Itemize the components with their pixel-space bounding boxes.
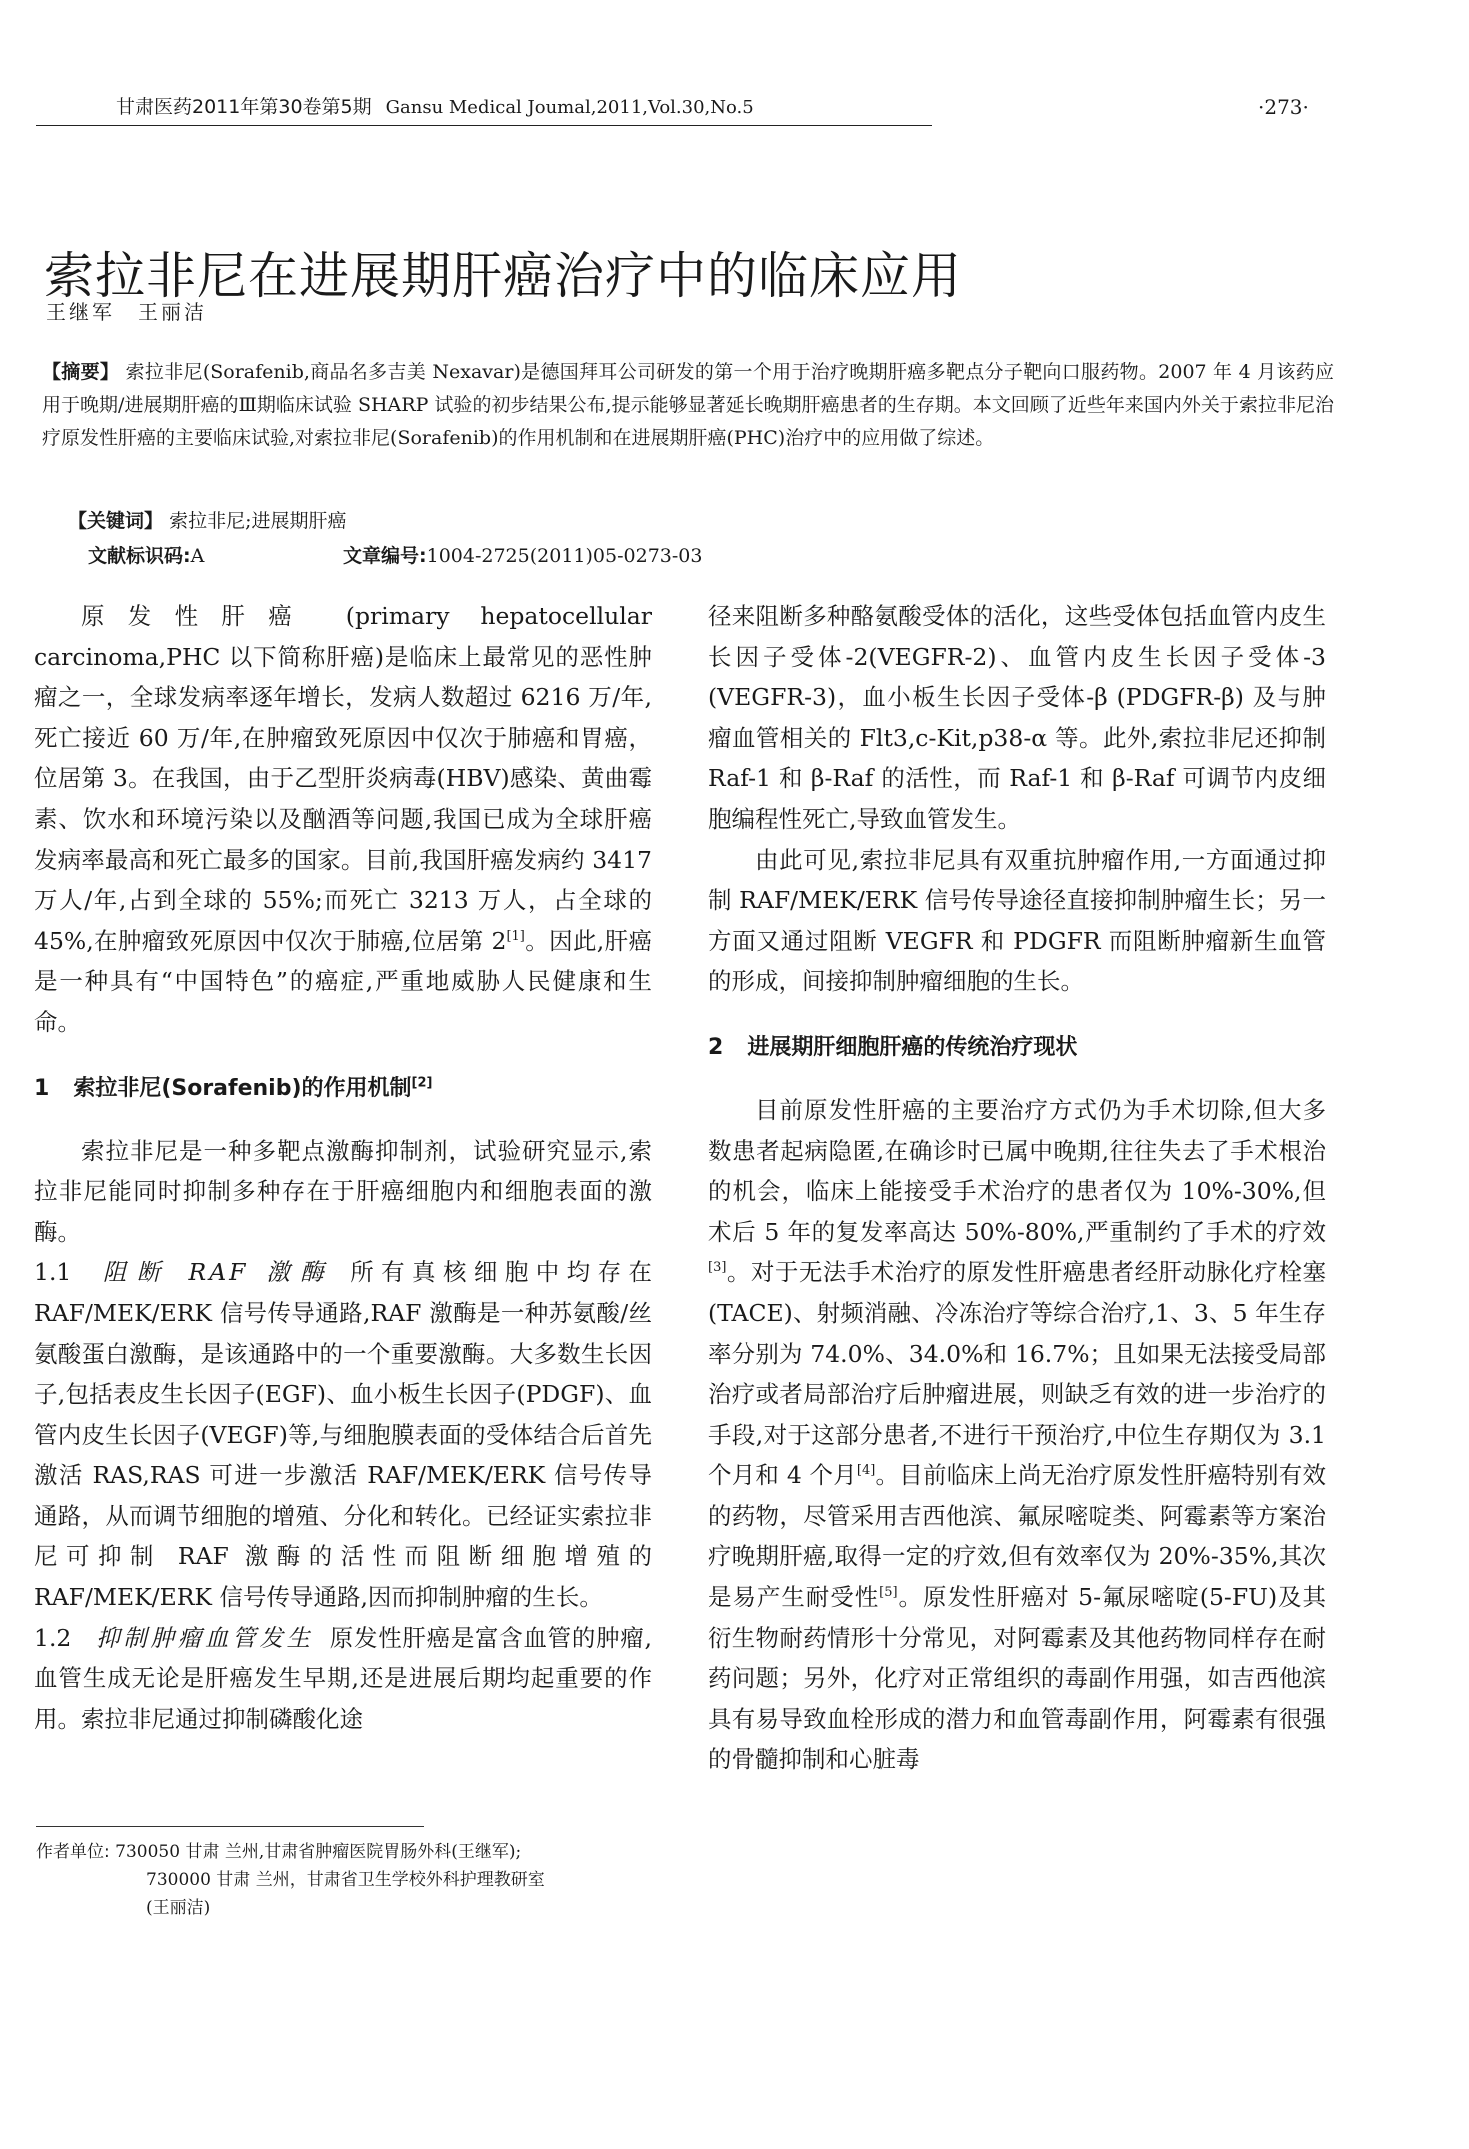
header-rule	[36, 125, 932, 126]
footnote-rule	[36, 1826, 424, 1827]
left-column	[34, 596, 652, 1739]
section-1-heading	[34, 1069, 652, 1109]
section-2-text-b: 。对于无法手术治疗的原发性肝癌患者经肝动脉化疗栓塞(TACE)、射频消融、冷冻治疗等综合治疗,1、3、5 年生存率分别为 74.0%、34.0%和 16.7%；且如果无法接受局部治疗或者局部治疗后肿瘤进展，则缺乏有效的进一步治疗的手段,对于这部分患者,不进行干预治疗,中位生存期仅为 3.1 个月和 4 个月	[708, 1258, 1326, 1490]
subsection-1-2-text: 原发性肝癌是富含血管的肿瘤,血管生成无论是肝癌发生早期,还是进展后期均起重要的作用。索拉非尼通过抑制磷酸化途	[34, 1623, 652, 1733]
ref-3: [3]	[708, 1260, 727, 1276]
section-2-paragraph	[708, 1090, 1326, 1780]
ref-5: [5]	[879, 1585, 898, 1601]
section-1-title: 索拉非尼(Sorafenib)的作用机制	[73, 1075, 412, 1101]
ref-4: [4]	[856, 1463, 876, 1479]
footnote-label: 作者单位:	[36, 1842, 110, 1862]
footnote-line-1: 730050 甘肃 兰州,甘肃省肿瘤医院胃肠外科(王继军);	[115, 1842, 522, 1862]
section-2-text-c: 。目前临床上尚无治疗原发性肝癌特别有效的药物，尽管采用吉西他滨、氟尿嘧啶类、阿霉素等方案治疗晚期肝癌,取得一定的疗效,但有效率仅为 20%-35%,其次是易产生耐受性	[708, 1461, 1326, 1612]
keywords-label: 【关键词】	[68, 510, 164, 532]
article-number-label: 文章编号:	[343, 545, 427, 567]
article-number: 1004-2725(2011)05-0273-03	[426, 545, 703, 567]
doc-code-label: 文献标识码:	[88, 545, 191, 567]
article-title: 索拉非尼在进展期肝癌治疗中的临床应用	[44, 246, 962, 305]
abstract-text: 索拉非尼(Sorafenib,商品名多吉美 Nexavar)是德国拜耳公司研发的第一个用于治疗晚期肝癌多靶点分子靶向口服药物。2007 年 4 月该药应用于晚期/进展期肝癌的Ⅲ期临床试验 SHARP 试验的初步结果公布,提示能够显著延长晚期肝癌患者的生存期。本文回顾了近些年来国内外关于索拉非尼治疗原发性肝癌的主要临床试验,对索拉非尼(Sorafenib)的作用机制和在进展期肝癌(PHC)治疗中的应用做了综述。	[42, 361, 1334, 449]
subsection-1-1-title: 阻断 RAF 激酶	[95, 1258, 335, 1287]
summary-paragraph: 由此可见,索拉非尼具有双重抗肿瘤作用,一方面通过抑制 RAF/MEK/ERK 信号传导途径直接抑制肿瘤生长；另一方面又通过阻断 VEGFR 和 PDGFR 而阻断肿瘤新生血管的形成，间接抑制肿瘤细胞的生长。	[708, 845, 1326, 996]
subsection-1-2-title: 抑制肿瘤血管发生	[95, 1623, 314, 1652]
section-2-number: 2	[708, 1034, 724, 1060]
keywords	[68, 505, 346, 537]
continued-paragraph: 径来阻断多种酪氨酸受体的活化，这些受体包括血管内皮生长因子受体-2(VEGFR-2)、血管内皮生长因子受体-3 (VEGFR-3)，血小板生长因子受体-β (PDGFR-β) 及与肿瘤血管相关的 Flt3,c-Kit,p38-α 等。此外,索拉非尼还抑制 Raf-1 和 β-Raf 的活性，而 Raf-1 和 β-Raf 可调节内皮细胞编程性死亡,导致血管发生。	[708, 602, 1326, 833]
subsection-1-1-number: 1.1	[34, 1258, 72, 1287]
abstract-label: 【摘要】	[42, 361, 120, 383]
footnote-line-3: (王丽洁)	[146, 1898, 211, 1918]
intro-text: 原发性肝癌 (primary hepatocellular carcinoma,PHC 以下简称肝癌)是临床上最常见的恶性肿瘤之一，全球发病率逐年增长，发病人数超过 6216 万/年,死亡接近 60 万/年,在肿瘤致死原因中仅次于肺癌和胃癌，位居第 3。在我国，由于乙型肝炎病毒(HBV)感染、黄曲霉素、饮水和环境污染以及酗酒等问题,我国已成为全球肝癌发病率最高和死亡最多的国家。目前,我国肝癌发病约 3417 万人/年,占到全球的 55%;而死亡 3213 万人，占全球的 45%,在肿瘤致死原因中仅次于肺癌,位居第 2	[34, 602, 652, 955]
header-journal	[116, 90, 754, 125]
running-header	[36, 90, 1336, 124]
article-meta	[88, 540, 703, 572]
section-2-title: 进展期肝细胞肝癌的传统治疗现状	[747, 1034, 1078, 1060]
subsection-1-1	[34, 1252, 652, 1617]
section-2-text-a: 目前原发性肝癌的主要治疗方式仍为手术切除,但大多数患者起病隐匿,在确诊时已属中晚期,往往失去了手术根治的机会，临床上能接受手术治疗的患者仅为 10%-30%,但术后 5 年的复发率高达 50%-80%,严重制约了手术的疗效	[708, 1095, 1326, 1246]
subsection-1-1-text: 所有真核细胞中均存在 RAF/MEK/ERK 信号传导通路,RAF 激酶是一种苏氨酸/丝氨酸蛋白激酶，是该通路中的一个重要激酶。大多数生长因子,包括表皮生长因子(EGF)、血小板生长因子(PDGF)、血管内皮生长因子(VEGF)等,与细胞膜表面的受体结合后首先激活 RAS,RAS 可进一步激活 RAF/MEK/ERK 信号传导通路，从而调节细胞的增殖、分化和转化。已经证实索拉非尼可抑制 RAF 激酶的活性而阻断细胞增殖的 RAF/MEK/ERK 信号传导通路,因而抑制肿瘤的生长。	[34, 1258, 652, 1612]
ref-1: [1]	[506, 928, 525, 944]
intro-paragraph	[34, 596, 652, 1043]
section-2-text-d: 。原发性肝癌对 5-氟尿嘧啶(5-FU)及其衍生物耐药情形十分常见，对阿霉素及其他药物同样存在耐药问题；另外，化疗对正常组织的毒副作用强，如吉西他滨具有易导致血栓形成的潜力和血管毒副作用，阿霉素有很强的骨髓抑制和心脏毒	[708, 1583, 1327, 1774]
header-journal-cn: 甘肃医药2011年第30卷第5期	[116, 96, 372, 118]
keywords-text: 索拉非尼;进展期肝癌	[169, 510, 347, 532]
header-journal-en: Gansu Medical Joumal,2011,Vol.30,No.5	[385, 97, 754, 118]
section-1-paragraph: 索拉非尼是一种多靶点激酶抑制剂，试验研究显示,索拉非尼能同时抑制多种存在于肝癌细胞内和细胞表面的激酶。	[34, 1136, 652, 1246]
doc-code: A	[190, 545, 205, 567]
page-number: ·273·	[1258, 95, 1309, 119]
subsection-1-2-number: 1.2	[34, 1623, 72, 1652]
ref-2: [2]	[411, 1075, 433, 1091]
article-number-block	[343, 540, 702, 572]
right-column	[708, 596, 1326, 1780]
abstract	[42, 356, 1334, 455]
section-2-heading	[708, 1028, 1326, 1068]
article-authors: 王继军 王丽洁	[46, 300, 207, 324]
footnote-line-2: 730000 甘肃 兰州，甘肃省卫生学校外科护理教研室	[146, 1870, 545, 1890]
subsection-1-2	[34, 1618, 652, 1740]
section-1-number: 1	[34, 1075, 50, 1101]
author-affiliation-footnote	[36, 1838, 656, 1922]
intro-tail: 。因此,肝癌是一种具有“中国特色”的癌症,严重地威胁人民健康和生命。	[34, 926, 652, 1036]
